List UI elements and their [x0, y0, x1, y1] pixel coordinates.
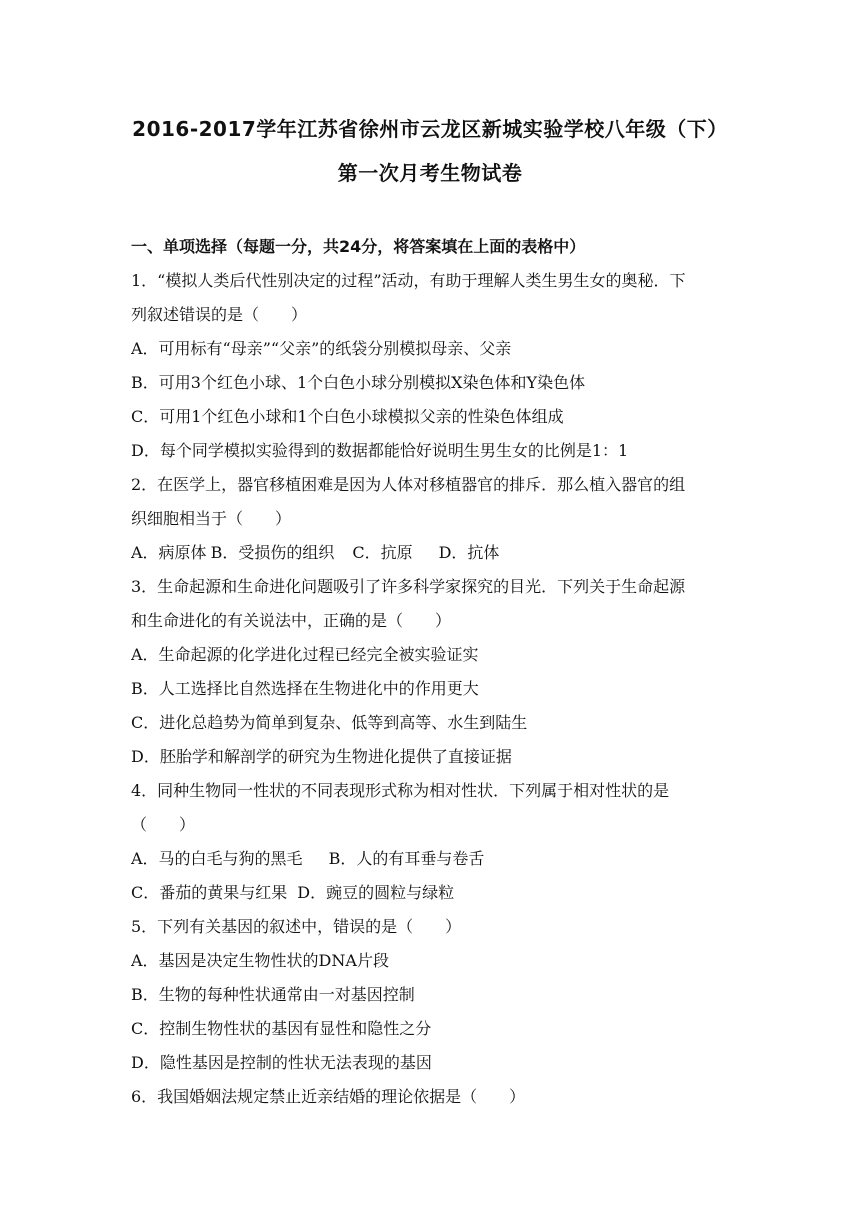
question-stem-line: 6．我国婚姻法规定禁止近亲结婚的理论依据是（ ） — [131, 1087, 526, 1106]
question-stem-line: 5．下列有关基因的叙述中，错误的是（ ） — [131, 917, 462, 936]
answer-option-b: B．人工选择比自然选择在生物进化中的作用更大 — [131, 679, 479, 698]
answer-option-d: D．胚胎学和解剖学的研究为生物进化提供了直接证据 — [131, 747, 512, 766]
question-stem-line: 织细胞相当于（ ） — [131, 509, 292, 528]
question-2 — [131, 468, 731, 570]
question-stem-line: 列叙述错误的是（ ） — [131, 305, 308, 324]
answer-option-c: C．番茄的黄果与红果 — [131, 883, 288, 902]
answer-option-a: A．基因是决定生物性状的DNA片段 — [131, 951, 389, 970]
answer-options-row — [131, 876, 731, 910]
answer-option-d: D．隐性基因是控制的性状无法表现的基因 — [131, 1053, 432, 1072]
question-1 — [131, 264, 731, 468]
answer-option-c: C．进化总趋势为简单到复杂、低等到高等、水生到陆生 — [131, 713, 528, 732]
answer-option-a: A．可用标有“母亲”“父亲”的纸袋分别模拟母亲、父亲 — [131, 339, 512, 358]
answer-option-a: A．马的白毛与狗的黑毛 — [131, 849, 303, 868]
answer-option-b: B．人的有耳垂与卷舌 — [328, 849, 485, 868]
exam-body — [131, 230, 731, 1114]
answer-option-b: B．可用3个红色小球、1个白色小球分别模拟X染色体和Y染色体 — [131, 373, 586, 392]
answer-option-b: B．生物的每种性状通常由一对基因控制 — [131, 985, 415, 1004]
answer-option-d: D．每个同学模拟实验得到的数据都能恰好说明生男生女的比例是1：1 — [131, 441, 629, 460]
answer-options-row — [131, 842, 731, 876]
question-stem-line: 3．生命起源和生命进化问题吸引了许多科学家探究的目光．下列关于生命起源 — [131, 577, 686, 596]
exam-title-line-1: 2016-2017学年江苏省徐州市云龙区新城实验学校八年级（下） — [132, 117, 728, 141]
question-5 — [131, 910, 731, 1080]
question-stem-line: 2．在医学上，器官移植困难是因为人体对移植器官的排斥．那么植入器官的组 — [131, 475, 686, 494]
answer-option-c: C．可用1个红色小球和1个白色小球模拟父亲的性染色体组成 — [131, 407, 564, 426]
answer-option-a: A．病原体 — [131, 543, 207, 562]
question-4 — [131, 774, 731, 910]
answer-option-d: D．豌豆的圆粒与绿粒 — [297, 883, 455, 902]
question-stem-line: （ ） — [131, 815, 196, 834]
section-heading: 一、单项选择（每题一分，共24分，将答案填在上面的表格中） — [131, 237, 586, 256]
question-stem-line: 4．同种生物同一性状的不同表现形式称为相对性状．下列属于相对性状的是 — [131, 781, 670, 800]
answer-option-d: D．抗体 — [438, 543, 500, 562]
answer-option-c: C．抗原 — [352, 543, 413, 562]
exam-title-line-2: 第一次月考生物试卷 — [337, 161, 523, 185]
question-3 — [131, 570, 731, 774]
question-stem-line: 1．“模拟人类后代性别决定的过程”活动，有助于理解人类生男生女的奥秘．下 — [131, 271, 686, 290]
question-6 — [131, 1080, 731, 1114]
answer-options-row — [131, 536, 731, 570]
answer-option-a: A．生命起源的化学进化过程已经完全被实验证实 — [131, 645, 479, 664]
answer-option-b: B．受损伤的组织 — [210, 543, 335, 562]
question-stem-line: 和生命进化的有关说法中，正确的是（ ） — [131, 611, 452, 630]
answer-option-c: C．控制生物性状的基因有显性和隐性之分 — [131, 1019, 432, 1038]
